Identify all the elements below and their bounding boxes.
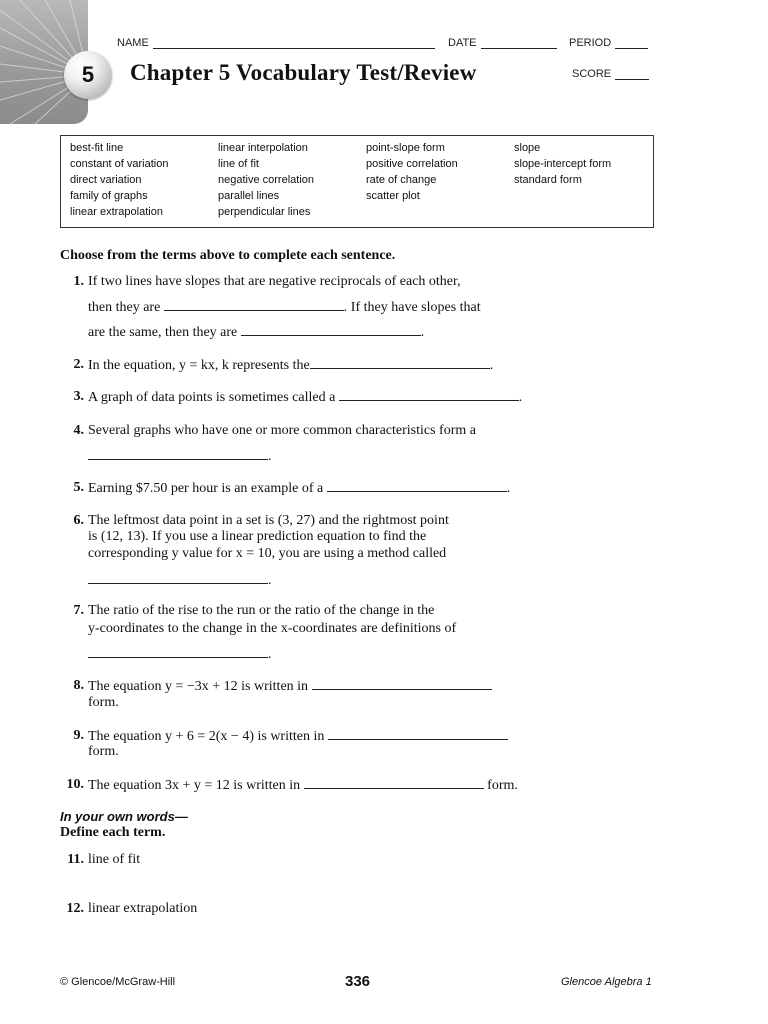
instructions: Choose from the terms above to complete each sentence.: [60, 248, 396, 263]
vocab-term: family of graphs: [70, 190, 148, 202]
vocab-term: perpendicular lines: [218, 206, 311, 218]
question-number: 8.: [73, 678, 84, 693]
question-text: Earning $7.50 per hour is an example of a: [88, 481, 324, 496]
score-line[interactable]: [615, 67, 649, 80]
score-label: SCORE: [572, 68, 612, 80]
question-text: form.: [487, 778, 518, 793]
question-number: 10.: [66, 777, 84, 792]
question-number: 4.: [73, 423, 84, 438]
vocab-term: negative correlation: [218, 174, 315, 186]
footer-copyright: © Glencoe/McGraw-Hill: [60, 976, 176, 988]
question-number: 7.: [73, 603, 84, 618]
name-field[interactable]: [117, 36, 435, 49]
vocab-term: linear extrapolation: [70, 206, 163, 218]
question-text: The equation y = −3x + 12 is written in: [88, 679, 309, 694]
period-field[interactable]: [569, 36, 648, 49]
question-text: y-coordinates to the change in the x-coordinates are definitions of: [88, 621, 457, 636]
question-text: The equation y + 6 = 2(x − 4) is written in: [88, 729, 325, 744]
question-number: 11.: [67, 852, 84, 867]
question-text: A graph of data points is sometimes called a: [88, 390, 336, 405]
name-line[interactable]: [153, 36, 435, 49]
vocab-term: parallel lines: [218, 190, 280, 202]
answer-blank[interactable]: [241, 323, 421, 336]
question-number: 12.: [66, 901, 84, 916]
vocab-column-2: [218, 140, 314, 220]
answer-blank[interactable]: [310, 356, 490, 369]
question-text: The ratio of the rise to the run or the ratio of the change in the: [88, 603, 435, 618]
question-number: 2.: [73, 357, 84, 372]
question-number: 9.: [73, 728, 84, 743]
question-text: In the equation, y = kx, k represents the: [88, 358, 310, 373]
question-text: The equation 3x + y = 12 is written in: [88, 778, 301, 793]
question-text: form.: [88, 695, 119, 710]
question-text: form.: [88, 744, 119, 759]
punctuation: .: [420, 325, 425, 340]
define-heading: Define each term.: [60, 825, 166, 840]
question-number: 5.: [73, 480, 84, 495]
vocab-column-1: [70, 140, 168, 220]
vocab-column-4: [514, 140, 611, 188]
punctuation: .: [268, 573, 272, 588]
score-field[interactable]: [572, 67, 649, 80]
vocab-term: linear interpolation: [218, 142, 308, 154]
date-label: DATE: [448, 37, 477, 49]
punctuation: .: [268, 647, 272, 662]
question-text: then they are: [88, 300, 161, 315]
answer-blank[interactable]: [327, 479, 507, 492]
answer-blank[interactable]: [339, 388, 519, 401]
question-number: 6.: [73, 513, 84, 528]
answer-blank[interactable]: [164, 298, 344, 311]
own-words-heading: In your own words—: [60, 809, 188, 824]
vocab-term: constant of variation: [70, 158, 169, 170]
question-text: are the same, then they are: [88, 325, 238, 340]
punctuation: .: [506, 481, 511, 496]
question-text: The leftmost data point in a set is (3, 27) and the rightmost point: [88, 513, 449, 528]
chapter-number: 5: [81, 62, 95, 87]
vocab-term: line of fit: [218, 158, 259, 170]
date-line[interactable]: [481, 36, 557, 49]
page-title: Chapter 5 Vocabulary Test/Review: [130, 60, 477, 85]
question-text: . If they have slopes that: [343, 300, 481, 315]
question-text: is (12, 13). If you use a linear prediction equation to find the: [88, 529, 427, 544]
date-field[interactable]: [448, 36, 557, 49]
period-line[interactable]: [615, 36, 648, 49]
punctuation: .: [489, 358, 494, 373]
vocab-term: direct variation: [70, 174, 142, 186]
answer-blank[interactable]: [312, 677, 492, 690]
vocabulary-word-bank: [60, 135, 654, 228]
vocab-term: positive correlation: [366, 158, 458, 170]
vocab-term: best-fit line: [70, 142, 124, 154]
question-text: line of fit: [88, 852, 141, 867]
punctuation: .: [518, 390, 523, 405]
question-text: Several graphs who have one or more common characteristics form a: [88, 423, 476, 438]
answer-blank[interactable]: [328, 727, 508, 740]
answer-blank[interactable]: [88, 571, 268, 584]
question-number: 3.: [73, 389, 84, 404]
question-text: linear extrapolation: [88, 901, 198, 916]
vocab-term: slope: [514, 142, 541, 154]
vocab-term: standard form: [514, 174, 582, 186]
footer-book-title: Glencoe Algebra 1: [561, 976, 652, 988]
answer-blank[interactable]: [88, 645, 268, 658]
question-text: corresponding y value for x = 10, you are using a method called: [88, 546, 447, 561]
vocab-term: point-slope form: [366, 142, 445, 154]
name-label: NAME: [117, 37, 149, 49]
vocab-term: scatter plot: [366, 190, 420, 202]
punctuation: .: [268, 449, 272, 464]
answer-blank[interactable]: [304, 776, 484, 789]
vocab-column-3: [366, 140, 458, 204]
page-number: 336: [345, 973, 371, 990]
question-text: If two lines have slopes that are negative reciprocals of each other,: [88, 274, 461, 289]
period-label: PERIOD: [569, 37, 612, 49]
vocab-term: slope-intercept form: [514, 158, 612, 170]
vocab-term: rate of change: [366, 174, 437, 186]
answer-blank[interactable]: [88, 447, 268, 460]
chapter-number-badge: [64, 51, 112, 99]
question-number: 1.: [73, 274, 84, 289]
